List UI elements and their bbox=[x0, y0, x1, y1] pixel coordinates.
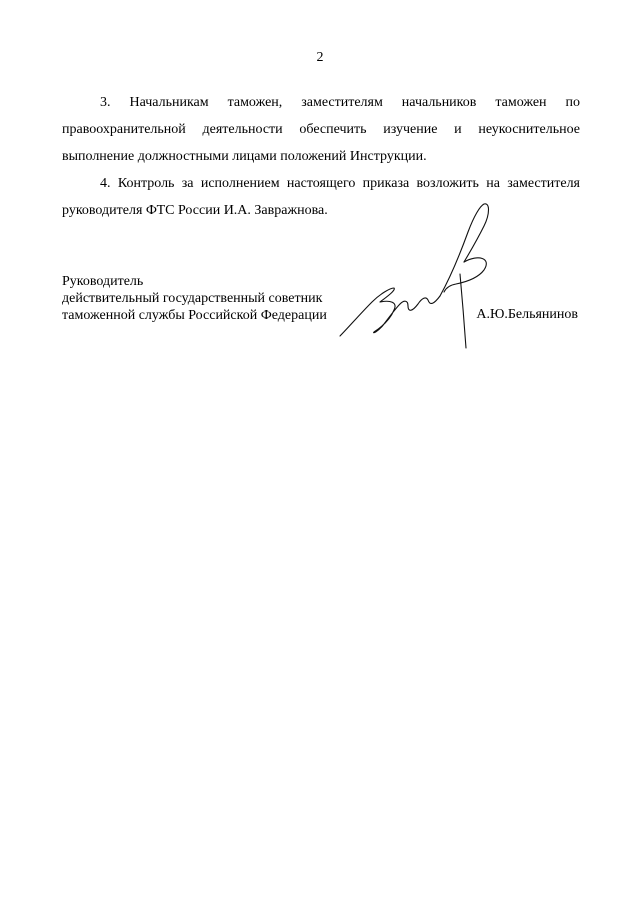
document-body bbox=[62, 89, 580, 224]
handwritten-signature-icon bbox=[328, 196, 498, 351]
signer-position-line-3: таможенной службы Российской Федерации bbox=[62, 308, 327, 323]
signer-position-line-1: Руководитель bbox=[62, 274, 144, 289]
paragraph-4: 4. Контроль за исполнением настоящего приказа возложить на заместителя руководителя ФТС России И.А. Завражнова. bbox=[62, 176, 580, 218]
signer-position-line-2: действительный государственный советник bbox=[62, 291, 323, 306]
signer-name: А.Ю.Бельянинов bbox=[476, 307, 578, 322]
page-number: 2 bbox=[316, 50, 324, 65]
signer-position bbox=[62, 273, 327, 324]
paragraph-3: 3. Начальникам таможен, заместителям начальников таможен по правоохранительной деятельности обеспечить изучение и неукоснительное выполнение должностными лицами положений Инструкции. bbox=[62, 95, 580, 164]
